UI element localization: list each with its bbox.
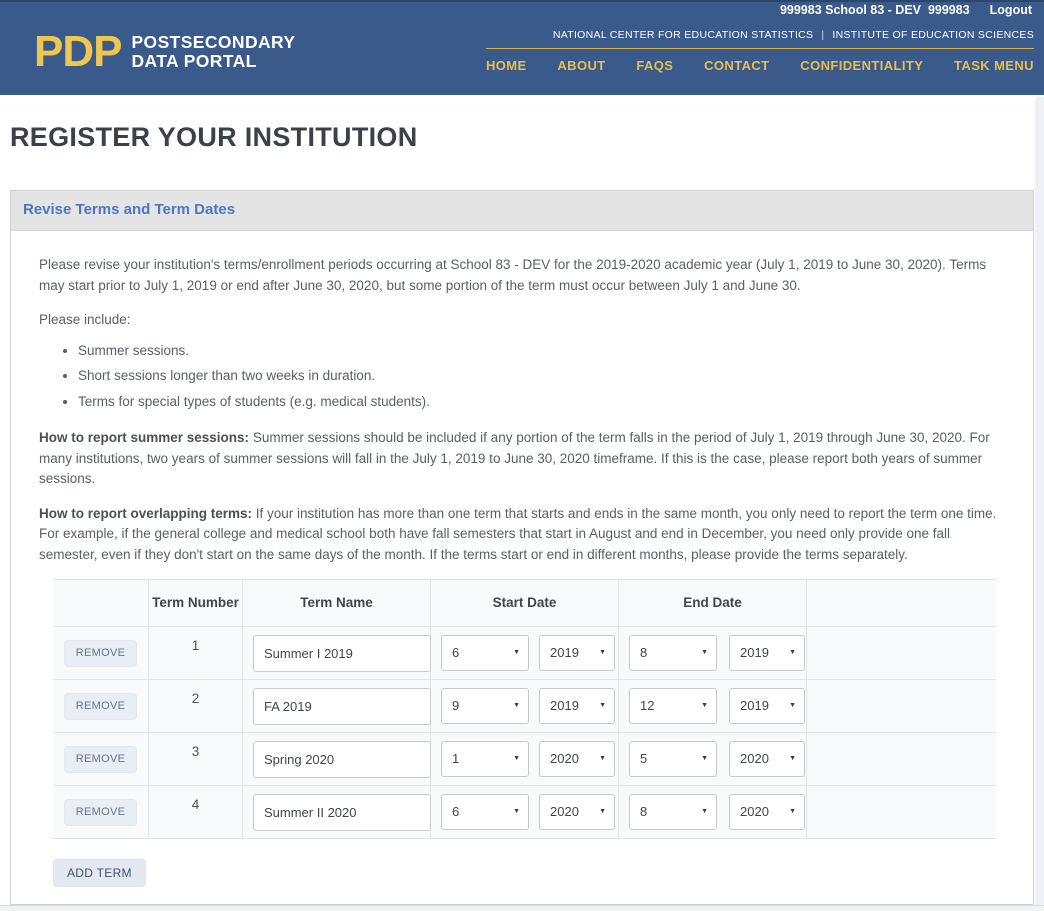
end-year-select[interactable] xyxy=(729,741,805,777)
chevron-down-icon: ▼ xyxy=(789,754,796,762)
header-empty-column xyxy=(807,580,996,626)
table-row xyxy=(53,732,996,785)
row-empty-cell xyxy=(807,680,996,732)
end-year-select[interactable] xyxy=(729,794,805,830)
summer-lead: How to report summer sessions: xyxy=(39,430,250,445)
chevron-down-icon: ▼ xyxy=(701,648,708,656)
intro-paragraph: Please revise your institution's terms/enrollment periods occurring at School 83 - DEV for the 2019-2020 academic year (July 1, 2019 to June 30, 2020). Terms may start prior to July 1, 2019 or end after June 30, 2020, but some portion of the term must occur between July 1 and June 30. xyxy=(39,257,987,293)
header-right xyxy=(486,29,1034,73)
include-label: Please include: xyxy=(39,312,131,327)
start-month-value: 1 xyxy=(452,750,460,766)
term-number-value: 2 xyxy=(149,680,243,732)
chevron-down-icon: ▼ xyxy=(599,701,606,709)
start-year-select[interactable] xyxy=(539,794,615,830)
table-row xyxy=(53,626,996,679)
start-month-select[interactable] xyxy=(441,635,529,671)
nav-home[interactable]: HOME xyxy=(486,58,527,73)
start-month-value: 6 xyxy=(452,803,460,819)
topbar xyxy=(780,3,1032,17)
end-month-select[interactable] xyxy=(629,688,717,724)
row-empty-cell xyxy=(807,786,996,838)
term-name-cell xyxy=(243,680,431,732)
chevron-down-icon: ▼ xyxy=(513,701,520,709)
agency-separator: | xyxy=(821,29,825,41)
term-number-value: 4 xyxy=(149,786,243,838)
terms-table-header xyxy=(53,580,996,626)
page-right-margin xyxy=(1035,97,1044,911)
start-year-value: 2020 xyxy=(550,750,579,766)
agency-line xyxy=(486,29,1034,41)
end-year-select[interactable] xyxy=(729,688,805,724)
panel-header xyxy=(11,191,1033,231)
start-year-select[interactable] xyxy=(539,688,615,724)
chevron-down-icon: ▼ xyxy=(513,807,520,815)
pdp-logo-line1: POSTSECONDARY xyxy=(131,32,296,52)
start-year-cell xyxy=(529,680,619,732)
start-year-value: 2020 xyxy=(550,803,579,819)
end-month-cell xyxy=(619,680,719,732)
start-year-cell xyxy=(529,627,619,679)
end-year-value: 2020 xyxy=(740,803,769,819)
chevron-down-icon: ▼ xyxy=(789,701,796,709)
overlap-lead: How to report overlapping terms: xyxy=(39,505,253,521)
term-name-input[interactable] xyxy=(253,688,431,725)
add-term-button[interactable]: ADD TERM xyxy=(53,859,146,887)
gold-divider xyxy=(486,48,1034,49)
remove-cell xyxy=(53,733,149,785)
chevron-down-icon: ▼ xyxy=(701,754,708,762)
list-item: • Summer sessions. xyxy=(78,341,1005,362)
term-name-input[interactable] xyxy=(253,794,431,831)
start-month-select[interactable] xyxy=(441,688,529,724)
term-number-value: 3 xyxy=(149,733,243,785)
overlap-paragraph xyxy=(39,504,1005,566)
chevron-down-icon: ▼ xyxy=(789,807,796,815)
start-month-cell xyxy=(431,627,529,679)
end-year-select[interactable] xyxy=(729,635,805,671)
logout-link[interactable]: Logout xyxy=(989,3,1032,17)
header-start-date: Start Date xyxy=(431,580,619,626)
start-year-select[interactable] xyxy=(539,635,615,671)
agency-nces-label: NATIONAL CENTER FOR EDUCATION STATISTICS xyxy=(552,29,814,41)
start-year-value: 2019 xyxy=(550,697,579,713)
summer-paragraph xyxy=(39,428,1005,490)
terms-table xyxy=(53,579,996,839)
site-header xyxy=(0,0,1044,95)
nav-contact[interactable]: CONTACT xyxy=(704,58,770,73)
nav-confidentiality[interactable]: CONFIDENTIALITY xyxy=(800,58,924,73)
end-month-value: 12 xyxy=(640,697,655,713)
chevron-down-icon: ▼ xyxy=(599,648,606,656)
page-title: REGISTER YOUR INSTITUTION xyxy=(10,122,418,152)
term-name-input[interactable] xyxy=(253,741,431,778)
pdp-logo-text xyxy=(131,33,295,71)
start-month-value: 6 xyxy=(452,644,460,660)
remove-term-button[interactable]: REMOVE xyxy=(64,799,137,826)
pdp-logo-acronym: PDP xyxy=(34,27,122,76)
chevron-down-icon: ▼ xyxy=(701,701,708,709)
revise-terms-panel xyxy=(10,190,1034,905)
end-month-value: 5 xyxy=(640,750,648,766)
start-month-select[interactable] xyxy=(441,741,529,777)
panel-body xyxy=(11,231,1033,887)
header-remove-column xyxy=(53,580,149,626)
header-term-number: Term Number xyxy=(149,580,243,626)
start-month-cell xyxy=(431,786,529,838)
end-month-cell xyxy=(619,786,719,838)
list-item: • Terms for special types of students (e.g. medical students). xyxy=(78,392,1005,413)
nav-task-menu[interactable]: TASK MENU xyxy=(954,58,1034,73)
term-name-cell xyxy=(243,627,431,679)
end-month-cell xyxy=(619,627,719,679)
pdp-logo[interactable] xyxy=(34,27,296,76)
term-name-cell xyxy=(243,733,431,785)
start-year-value: 2019 xyxy=(550,644,579,660)
panel-title: Revise Terms and Term Dates xyxy=(23,201,236,218)
end-month-value: 8 xyxy=(640,644,648,660)
term-number-value: 1 xyxy=(149,627,243,679)
end-year-cell xyxy=(719,627,807,679)
pdp-logo-line2: DATA PORTAL xyxy=(131,51,257,71)
end-month-cell xyxy=(619,733,719,785)
remove-term-button[interactable]: REMOVE xyxy=(64,746,137,773)
term-name-cell xyxy=(243,786,431,838)
start-month-value: 9 xyxy=(452,697,460,713)
agency-ies-label: INSTITUTE OF EDUCATION SCIENCES xyxy=(832,29,1034,41)
chevron-down-icon: ▼ xyxy=(513,648,520,656)
end-month-select[interactable] xyxy=(629,741,717,777)
include-list xyxy=(78,341,1005,413)
main-nav xyxy=(486,58,1034,73)
nav-about[interactable]: ABOUT xyxy=(557,58,606,73)
footer-strip xyxy=(0,905,1044,911)
end-year-cell xyxy=(719,680,807,732)
row-empty-cell xyxy=(807,627,996,679)
summer-text: Summer sessions should be included if any portion of the term falls in the period of July 1, 2019 through June 30, 2020. For many institutions, two years of summer sessions will fall in the July 1, 2019 to June 30, 2020 timeframe. If this is the case, please report both years of summer sessions. xyxy=(39,430,990,486)
header-term-name: Term Name xyxy=(243,580,431,626)
chevron-down-icon: ▼ xyxy=(599,754,606,762)
chevron-down-icon: ▼ xyxy=(701,807,708,815)
overlap-text: If your institution has more than one term that starts and ends in the same month, you only need to report the term one time. For example, if the general college and medical school both have fall semesters that start in August and end in December, you need only provide one fall semester, even if they don't start on the same days of the month. If the terms start or end in different months, please provide the terms separately. xyxy=(39,505,997,562)
end-month-select[interactable] xyxy=(629,635,717,671)
start-month-select[interactable] xyxy=(441,794,529,830)
table-row xyxy=(53,785,996,838)
header-end-date: End Date xyxy=(619,580,807,626)
remove-cell xyxy=(53,786,149,838)
remove-cell xyxy=(53,680,149,732)
end-year-cell xyxy=(719,786,807,838)
remove-term-button[interactable]: REMOVE xyxy=(64,640,137,667)
school-info-label: 999983 School 83 - DEV 999983 xyxy=(779,3,970,17)
end-year-value: 2019 xyxy=(740,697,769,713)
chevron-down-icon: ▼ xyxy=(599,807,606,815)
start-year-select[interactable] xyxy=(539,741,615,777)
end-month-select[interactable] xyxy=(629,794,717,830)
end-year-value: 2019 xyxy=(740,644,769,660)
start-month-cell xyxy=(431,733,529,785)
term-name-input[interactable] xyxy=(253,635,431,672)
end-year-value: 2020 xyxy=(740,750,769,766)
remove-term-button[interactable]: REMOVE xyxy=(64,693,137,720)
terms-table-body xyxy=(53,626,996,838)
start-month-cell xyxy=(431,680,529,732)
end-year-cell xyxy=(719,733,807,785)
nav-faqs[interactable]: FAQS xyxy=(636,58,674,73)
list-item: • Short sessions longer than two weeks in duration. xyxy=(78,366,1005,387)
end-month-value: 8 xyxy=(640,803,648,819)
start-year-cell xyxy=(529,733,619,785)
chevron-down-icon: ▼ xyxy=(789,648,796,656)
chevron-down-icon: ▼ xyxy=(513,754,520,762)
row-empty-cell xyxy=(807,733,996,785)
start-year-cell xyxy=(529,786,619,838)
table-row xyxy=(53,679,996,732)
remove-cell xyxy=(53,627,149,679)
